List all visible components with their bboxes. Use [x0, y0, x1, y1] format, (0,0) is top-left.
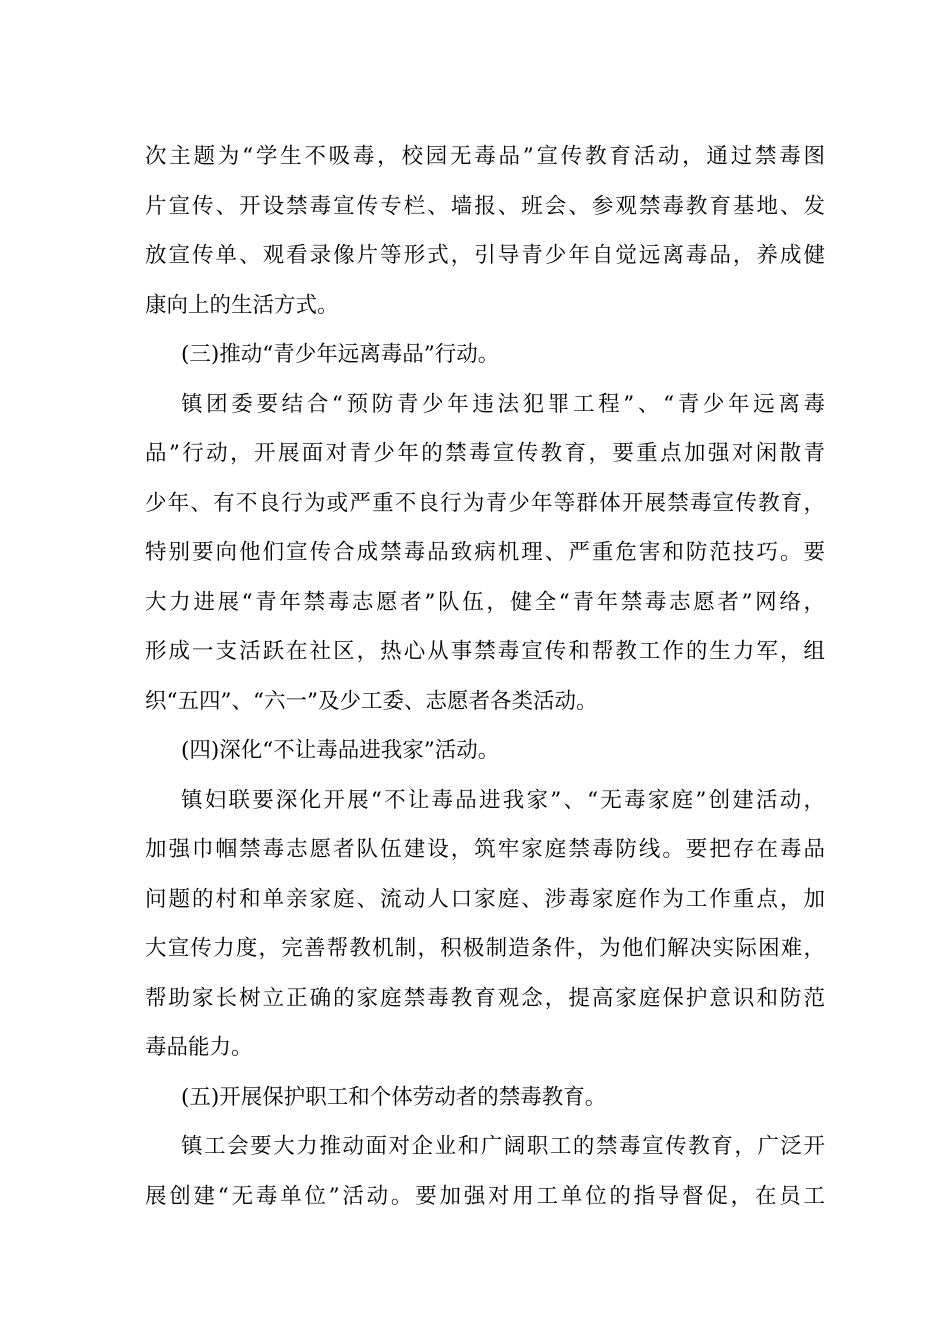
body-line: 问题的村和单亲家庭、流动人口家庭、涉毒家庭作为工作重点，加 — [145, 886, 825, 912]
body-line: 大力进展“青年禁毒志愿者”队伍，健全“青年禁毒志愿者”网络， — [145, 589, 825, 615]
body-line: 形成一支活跃在社区，热心从事禁毒宣传和帮教工作的生力军，组 — [145, 639, 825, 664]
body-line: 次主题为“学生不吸毒，校园无毒品”宣传教育活动，通过禁毒图 — [145, 144, 825, 169]
body-line: 镇妇联要深化开展“不让毒品进我家”、“无毒家庭”创建活动， — [181, 787, 825, 813]
body-line: 品”行动，开展面对青少年的禁毒宣传教育，要重点加强对闲散青 — [145, 441, 825, 466]
document-body — [145, 132, 825, 1221]
body-line: 展创建“无毒单位”活动。要加强对用工单位的指导督促，在员工 — [145, 1183, 825, 1209]
body-line: 大宣传力度，完善帮教机制，积极制造条件，为他们解决实际困难， — [145, 936, 825, 961]
body-line: 加强巾帼禁毒志愿者队伍建设，筑牢家庭禁毒防线。要把存在毒品 — [145, 837, 825, 862]
body-line: 片宣传、开设禁毒宣传专栏、墙报、班会、参观禁毒教育基地、发 — [145, 193, 825, 219]
section-heading-3: (三)推动“青少年远离毒品”行动。 — [181, 342, 500, 367]
body-line: 放宣传单、观看录像片等形式，引导青少年自觉远离毒品，养成健 — [145, 243, 825, 268]
body-line: 毒品能力。 — [145, 1035, 253, 1060]
body-line: 康向上的生活方式。 — [145, 292, 339, 318]
section-heading-5: (五)开展保护职工和个体劳动者的禁毒教育。 — [181, 1084, 607, 1110]
body-line: 特别要向他们宣传合成禁毒品致病机理、严重危害和防范技巧。要 — [145, 540, 825, 565]
body-line: 镇工会要大力推动面对企业和广阔职工的禁毒宣传教育，广泛开 — [181, 1134, 825, 1159]
body-line: 少年、有不良行为或严重不良行为青少年等群体开展禁毒宣传教育， — [145, 490, 825, 516]
body-line: 帮助家长树立正确的家庭禁毒教育观念，提高家庭保护意识和防范 — [145, 985, 825, 1011]
body-line: 织“五四”、“六一”及少工委、志愿者各类活动。 — [145, 688, 598, 714]
body-line: 镇团委要结合“预防青少年违法犯罪工程”、“青少年远离毒 — [181, 391, 825, 417]
section-heading-4: (四)深化“不让毒品进我家”活动。 — [181, 738, 500, 763]
